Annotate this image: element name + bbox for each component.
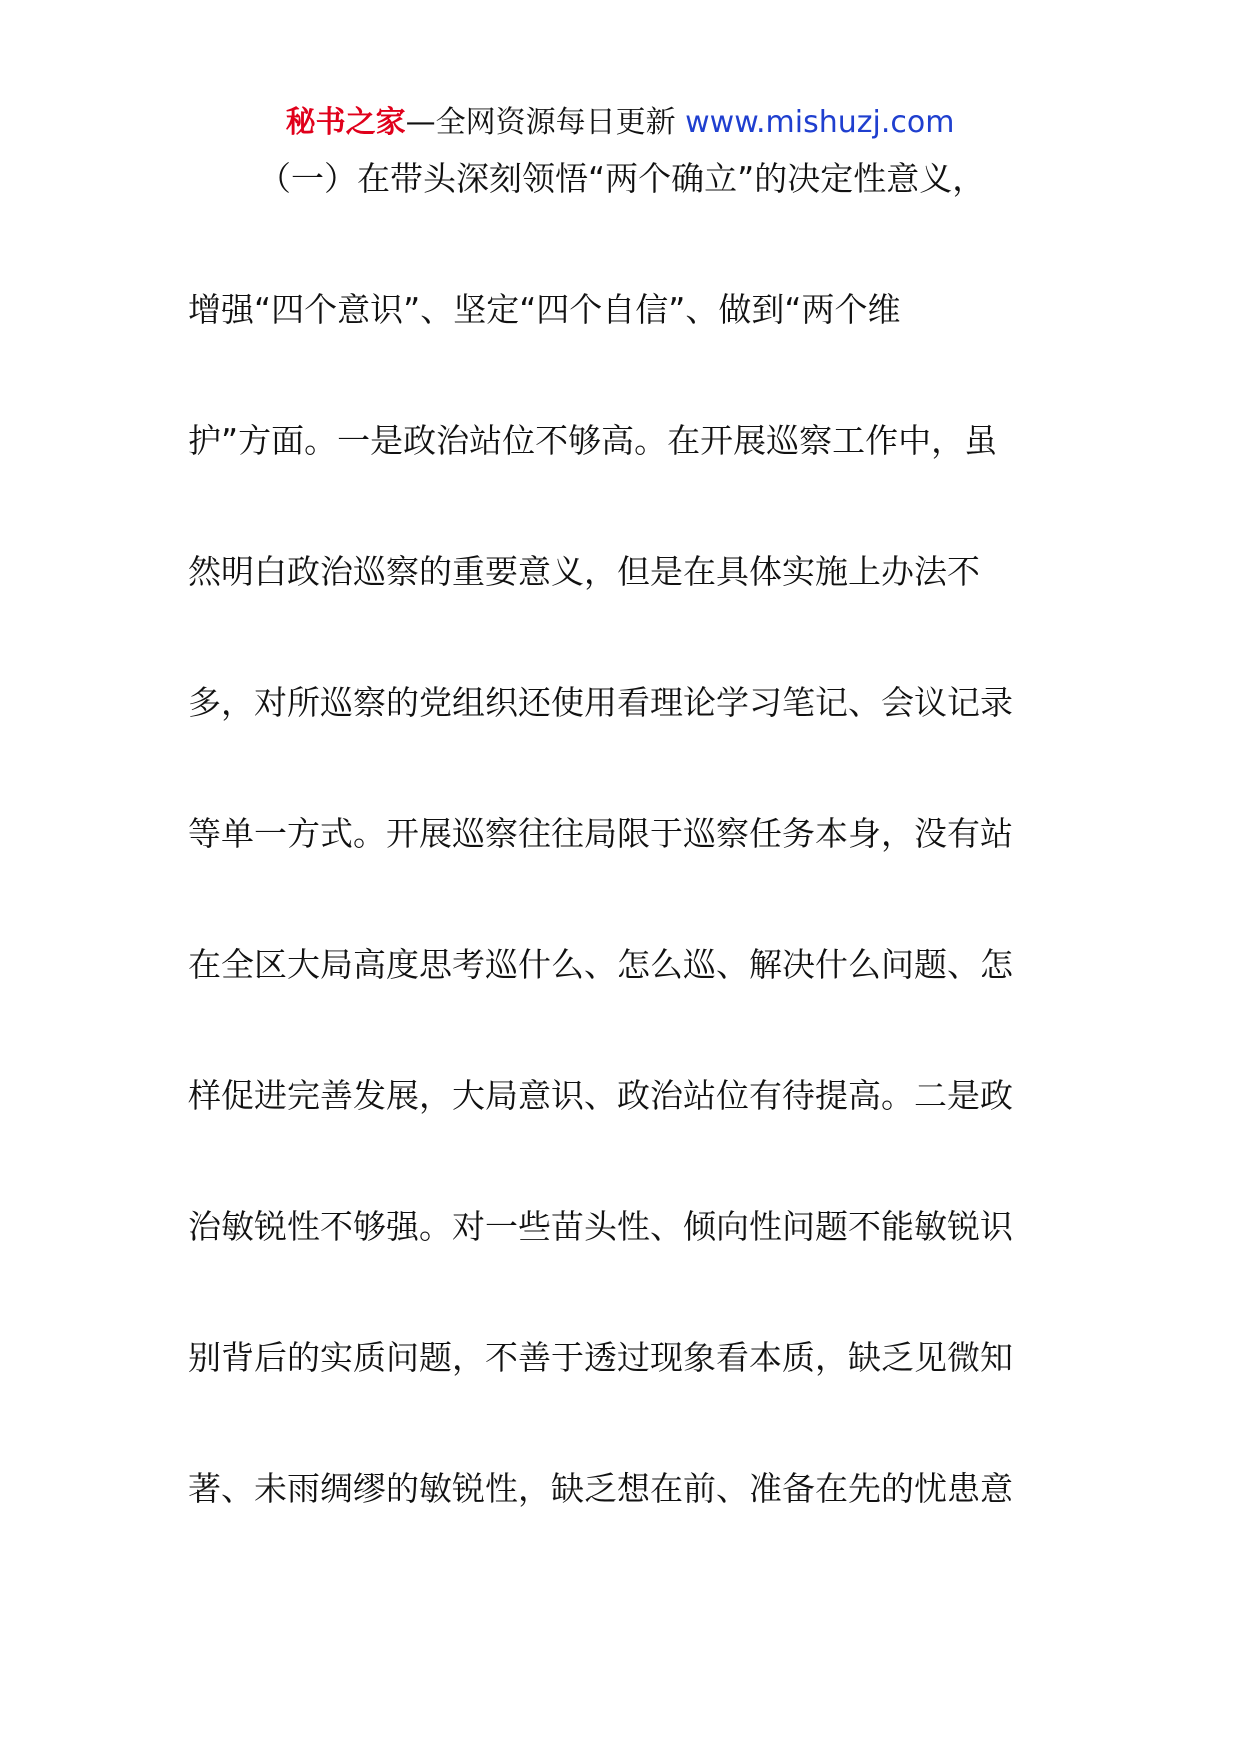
paragraph-line: 增强“四个意识”、坚定“四个自信”、做到“两个维 — [188, 290, 901, 329]
paragraph-line: （一）在带头深刻领悟“两个确立”的决定性意义， — [258, 159, 986, 198]
paragraph-line: 治敏锐性不够强。对一些苗头性、倾向性问题不能敏锐识 — [188, 1207, 1013, 1246]
paragraph-line: 样促进完善发展，大局意识、政治站位有待提高。二是政 — [188, 1076, 1013, 1115]
paragraph-line: 等单一方式。开展巡察往往局限于巡察任务本身，没有站 — [188, 814, 1013, 853]
paragraph-line: 护”方面。一是政治站位不够高。在开展巡察工作中，虽 — [188, 421, 998, 460]
document-body — [188, 156, 1068, 1597]
header-slogan: —全网资源每日更新 — [405, 105, 676, 140]
header-url[interactable]: www.mishuzj.com — [685, 105, 955, 140]
paragraph-line: 在全区大局高度思考巡什么、怎么巡、解决什么问题、怎 — [188, 945, 1013, 984]
paragraph-line: 多，对所巡察的党组织还使用看理论学习笔记、会议记录 — [188, 683, 1013, 722]
paragraph-line: 别背后的实质问题，不善于透过现象看本质，缺乏见微知 — [188, 1338, 1013, 1377]
paragraph-line: 著、未雨绸缪的敏锐性，缺乏想在前、准备在先的忧患意 — [188, 1469, 1013, 1508]
paragraph-line: 然明白政治巡察的重要意义，但是在具体实施上办法不 — [188, 552, 980, 591]
brand-name: 秘书之家 — [285, 105, 406, 140]
page-header — [0, 100, 1240, 146]
